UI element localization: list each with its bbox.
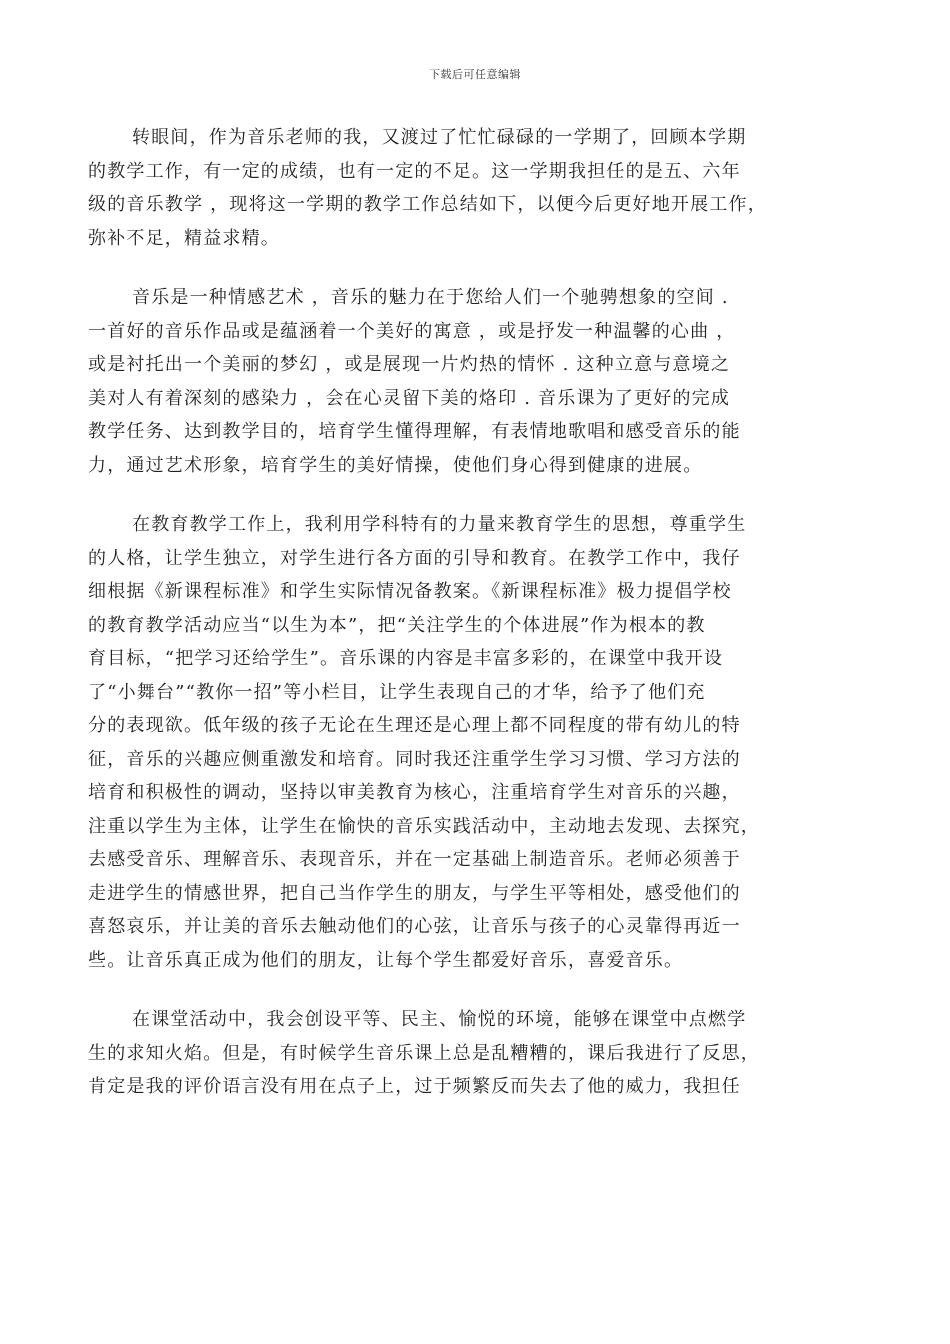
text-line: 育目标，“把学习还给学生”。音乐课的内容是丰富多彩的，在课堂中我开设 [88, 648, 724, 669]
text-line: 走进学生的情感世界，把自己当作学生的朋友，与学生平等相处，感受他们的 [88, 882, 741, 904]
text-line: 在教育教学工作上，我利用学科特有的力量来教育学生的思想，尊重学生 [132, 514, 747, 535]
text-line: 了“小舞台”“教你一招”等小栏目，让学生表现自己的才华，给予了他们充 [88, 681, 706, 703]
text-line: 美对人有着深刻的感染力 ，会在心灵留下美的烙印 . 音乐课为了更好的完成 [88, 387, 731, 409]
page-header: 下载后可任意编辑 [429, 68, 521, 81]
text-line: 的人格，让学生独立，对学生进行各方面的引导和教育。在教学工作中，我仔 [88, 547, 741, 569]
text-line: 教学任务、达到教学目的，培育学生懂得理解，有表情地歌唱和感受音乐的能 [88, 421, 741, 442]
text-line: 征，音乐的兴趣应侧重激发和培育。同时我还注重学生学习习惯、学习方法的 [88, 748, 741, 770]
text-line: 在课堂活动中，我会创设平等、民主、愉悦的环境，能够在课堂中点燃学 [132, 1009, 747, 1030]
paragraph-3 [88, 508, 858, 977]
text-line: 一首好的音乐作品或是蕴涵着一个美好的寓意 ，或是抒发一种温馨的心曲 ， [88, 320, 736, 342]
text-line: 细根据《新课程标准》和学生实际情况备教案。《新课程标准》极力提倡学校 [88, 581, 732, 602]
text-line: 去感受音乐、理解音乐、表现音乐，并在一定基础上制造音乐。老师必须善于 [88, 849, 741, 870]
text-line: 培育和积极性的调动，坚持以审美教育为核心，注重培育学生对音乐的兴趣， [88, 782, 741, 803]
text-line: 的教育教学活动应当“以生为本”，把“关注学生的个体进展”作为根本的教 [88, 614, 706, 636]
paragraph-4 [88, 1003, 858, 1104]
text-line: 力，通过艺术形象，培育学生的美好情操，使他们身心得到健康的进展。 [88, 454, 703, 476]
paragraph-2 [88, 281, 858, 482]
text-line: 的教学工作，有一定的成绩，也有一定的不足。这一学期我担任的是五、六年 [88, 160, 741, 182]
text-line: 注重以学生为主体，让学生在愉快的音乐实践活动中，主动地去发现、去探究， [88, 815, 760, 837]
document-body [88, 121, 858, 1130]
text-line: 转眼间，作为音乐老师的我，又渡过了忙忙碌碌的一学期了，回顾本学期 [132, 127, 747, 148]
text-line: 级的音乐教学 ，现将这一学期的教学工作总结如下，以便今后更好地开展工作， [88, 194, 767, 215]
text-line: 分的表现欲。低年级的孩子无论在生理还是心理上都不同程度的带有幼儿的特 [88, 715, 741, 736]
text-line: 生的求知火焰。但是，有时候学生音乐课上总是乱糟糟的，课后我进行了反思， [88, 1042, 760, 1064]
paragraph-1 [88, 121, 858, 255]
text-line: 肯定是我的评价语言没有用在点子上，过于频繁反而失去了他的威力，我担任 [88, 1076, 741, 1097]
text-line: 喜怒哀乐，并让美的音乐去触动他们的心弦，让音乐与孩子的心灵靠得再近一 [88, 916, 741, 937]
text-line: 音乐是一种情感艺术 ，音乐的魅力在于您给人们一个驰骋想象的空间 . [132, 287, 729, 308]
text-line: 或是衬托出一个美丽的梦幻 ，或是展现一片灼热的情怀 . 这种立意与意境之 [88, 354, 731, 375]
text-line: 弥补不足，精益求精。 [88, 227, 280, 249]
text-line: 些。让音乐真正成为他们的朋友，让每个学生都爱好音乐，喜爱音乐。 [88, 949, 684, 971]
